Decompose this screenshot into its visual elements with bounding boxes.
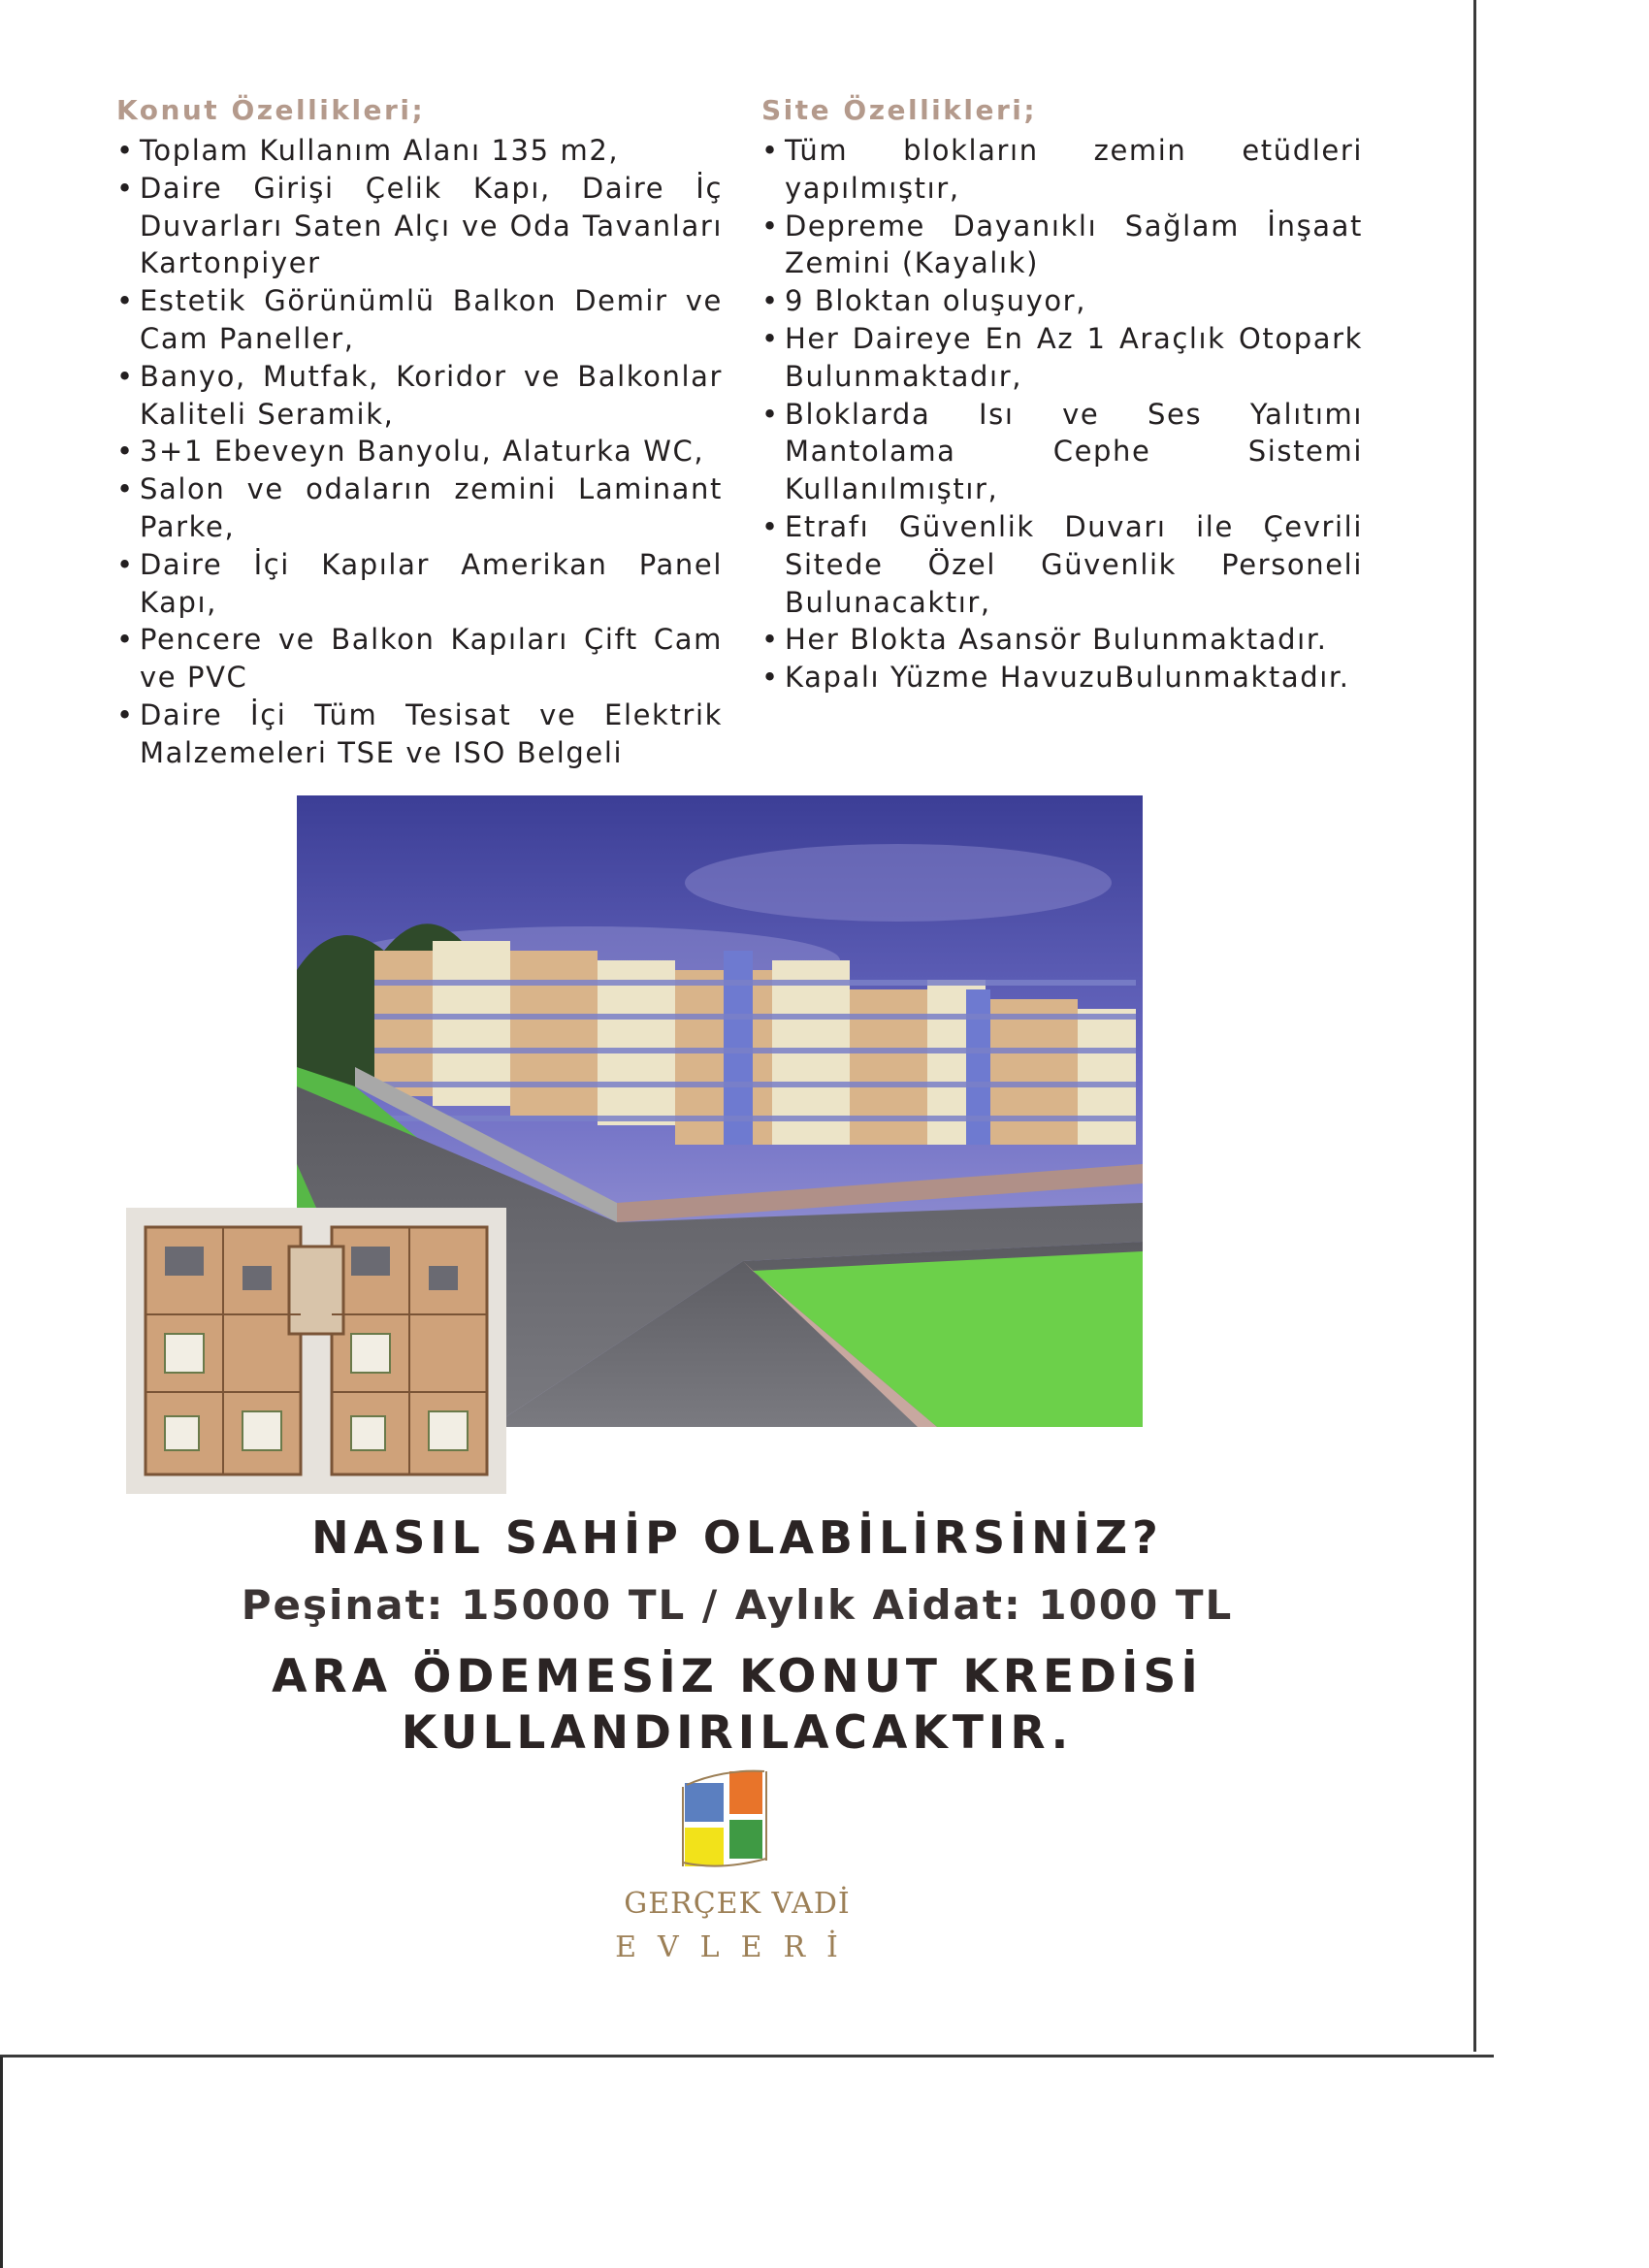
list-item: • Bloklarda Isı ve Ses Yalıtımı Mantolama Cephe Sistemi Kullanılmıştır,	[761, 396, 1363, 508]
housing-features	[116, 93, 723, 772]
list-item: • Kapalı Yüzme HavuzuBulunmaktadır.	[761, 659, 1363, 697]
list-item: • Her Daireye En Az 1 Araçlık Otopark Bulunmaktadır,	[761, 320, 1363, 396]
list-item: • Depreme Dayanıklı Sağlam İnşaat Zemini (Kayalık)	[761, 208, 1363, 283]
list-item: • Daire İçi Kapılar Amerikan Panel Kapı,	[116, 546, 723, 622]
housing-features-list	[116, 132, 723, 772]
cta-credit-line2: KULLANDIRILACAKTIR.	[401, 1706, 1074, 1760]
list-item: • Daire Girişi Çelik Kapı, Daire İç Duvarları Saten Alçı ve Oda Tavanları Kartonpiyer	[116, 170, 723, 282]
list-item: • Banyo, Mutfak, Koridor ve Balkonlar Kaliteli Seramik,	[116, 358, 723, 434]
list-item: • Daire İçi Tüm Tesisat ve Elektrik Malzemeleri TSE ve ISO Belgeli	[116, 697, 723, 772]
site-features	[761, 93, 1363, 697]
floor-plan	[126, 1208, 506, 1494]
list-item: • Estetik Görünümlü Balkon Demir ve Cam Paneller,	[116, 282, 723, 358]
list-item: • Her Blokta Asansör Bulunmaktadır.	[761, 621, 1363, 659]
list-item: • Toplam Kullanım Alanı 135 m2,	[116, 132, 723, 170]
scan-edge-bottom	[0, 2055, 1494, 2057]
cta-question: NASIL SAHİP OLABİLİRSİNİZ?	[311, 1511, 1163, 1564]
brand-sub: EVLERİ	[615, 1930, 859, 1964]
cta-credit	[0, 1649, 1474, 1762]
site-features-list	[761, 132, 1363, 697]
list-item: • Etrafı Güvenlik Duvarı ile Çevrili Sitede Özel Güvenlik Personeli Bulunacaktır,	[761, 508, 1363, 621]
list-item: • 3+1 Ebeveyn Banyolu, Alaturka WC,	[116, 433, 723, 470]
site-features-title: Site Özellikleri;	[761, 94, 1038, 126]
brand-logo	[679, 1766, 776, 1872]
scan-edge-left	[0, 2057, 3, 2268]
list-item: • Pencere ve Balkon Kapıları Çift Cam ve PVC	[116, 621, 723, 697]
list-item: • Salon ve odaların zemini Laminant Parke,	[116, 470, 723, 546]
housing-features-title: Konut Özellikleri;	[116, 94, 426, 126]
brand-name: GERÇEK VADİ	[624, 1887, 851, 1921]
cta-credit-line1: ARA ÖDEMESİZ KONUT KREDİSİ	[272, 1650, 1203, 1703]
cta-payment: Peşinat: 15000 TL / Aylık Aidat: 1000 TL	[241, 1581, 1234, 1629]
list-item: • 9 Bloktan oluşuyor,	[761, 282, 1363, 320]
list-item: • Tüm blokların zemin etüdleri yapılmıştır,	[761, 132, 1363, 208]
